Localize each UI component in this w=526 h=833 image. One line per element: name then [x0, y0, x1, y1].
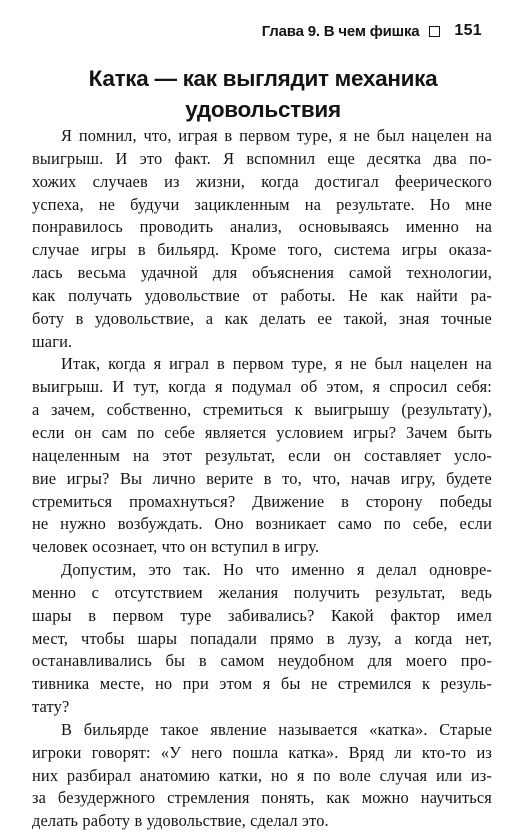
paragraph: [32, 559, 492, 719]
text-line: тивника месте, но при этом я бы не стремился к резуль-: [32, 674, 492, 694]
text-line: менно с отсутствием желания получить результат, ведь: [32, 582, 492, 602]
text-line: мест, чтобы шары попадали прямо в лузу, а когда нет,: [32, 628, 492, 648]
section-title-line: удовольствия: [185, 97, 341, 122]
text-line: лась весьма удачной для объяснения самой технологии,: [32, 263, 492, 283]
text-line: хожих случаев из жизни, когда достигал феерического: [32, 171, 492, 191]
square-bullet-icon: [429, 26, 440, 37]
text-line: за безудержного стремления понять, как можно научиться: [32, 788, 492, 808]
text-line: Я помнил, что, играя в первом туре, я не был нацелен на: [61, 126, 492, 145]
paragraph: [32, 353, 492, 559]
text-line: В бильярде такое явление называется «катка». Старые: [61, 719, 492, 739]
text-line: как получать удовольствие от работы. Не как найти ра-: [32, 285, 492, 305]
text-line: останавливались бы в самом неудобном для моего про-: [32, 651, 492, 671]
text-line: а зачем, собственно, стремиться к выигрышу (результату),: [32, 400, 492, 420]
text-line: боту в удовольствие, а как делать ее такой, зная точные: [32, 308, 492, 328]
text-line: Допустим, это так. Но что именно я делал одновре-: [61, 560, 492, 580]
section-title: [0, 63, 526, 125]
chapter-title: Глава 9. В чем фишка: [261, 22, 420, 40]
paragraph: [32, 125, 492, 353]
page-number: 151: [454, 22, 482, 39]
text-line: игроки говорят: «У него пошла катка». Вряд ли кто-то из: [32, 742, 492, 762]
text-line: человек осознает, что он вступил в игру.: [32, 537, 320, 557]
paragraph: [32, 719, 492, 833]
text-line: Итак, когда я играл в первом туре, я не был нацелен на: [61, 354, 492, 374]
text-line: успеха, не будучи зацикленным на результате. Но мне: [32, 194, 492, 214]
text-line: выигрыш. И это факт. Я вспомнил еще десятка два по-: [32, 148, 492, 168]
text-line: нацеленным на этот результат, если он составляет усло-: [32, 445, 492, 465]
text-line: стремиться промахнуться? Движение в сторону победы: [32, 491, 492, 511]
text-line: них разбирал анатомию катки, но я по воле случая или из-: [32, 765, 492, 785]
text-line: тату?: [32, 697, 70, 717]
section-title-line: Катка — как выглядит механика: [88, 66, 438, 91]
text-line: шаги.: [32, 331, 73, 351]
text-line: вие игры? Вы лично верите в то, что, начав игру, будете: [32, 468, 492, 488]
running-header: [0, 22, 482, 40]
text-line: понравилось проводить анализ, основываясь именно на: [32, 217, 492, 237]
text-line: выигрыш. И тут, когда я подумал об этом, я спросил себя:: [32, 377, 492, 397]
body-text: [32, 125, 492, 833]
text-line: делать работу в удовольствие, сделал это.: [32, 811, 329, 831]
text-line: не нужно возбуждать. Оно возникает само по себе, если: [32, 514, 492, 534]
text-line: случае игры в бильярд. Кроме того, система игры оказа-: [32, 240, 492, 260]
text-line: если он сам по себе является условием игры? Зачем быть: [32, 422, 492, 442]
text-line: шары в первом туре забивались? Какой фактор имел: [32, 605, 492, 625]
